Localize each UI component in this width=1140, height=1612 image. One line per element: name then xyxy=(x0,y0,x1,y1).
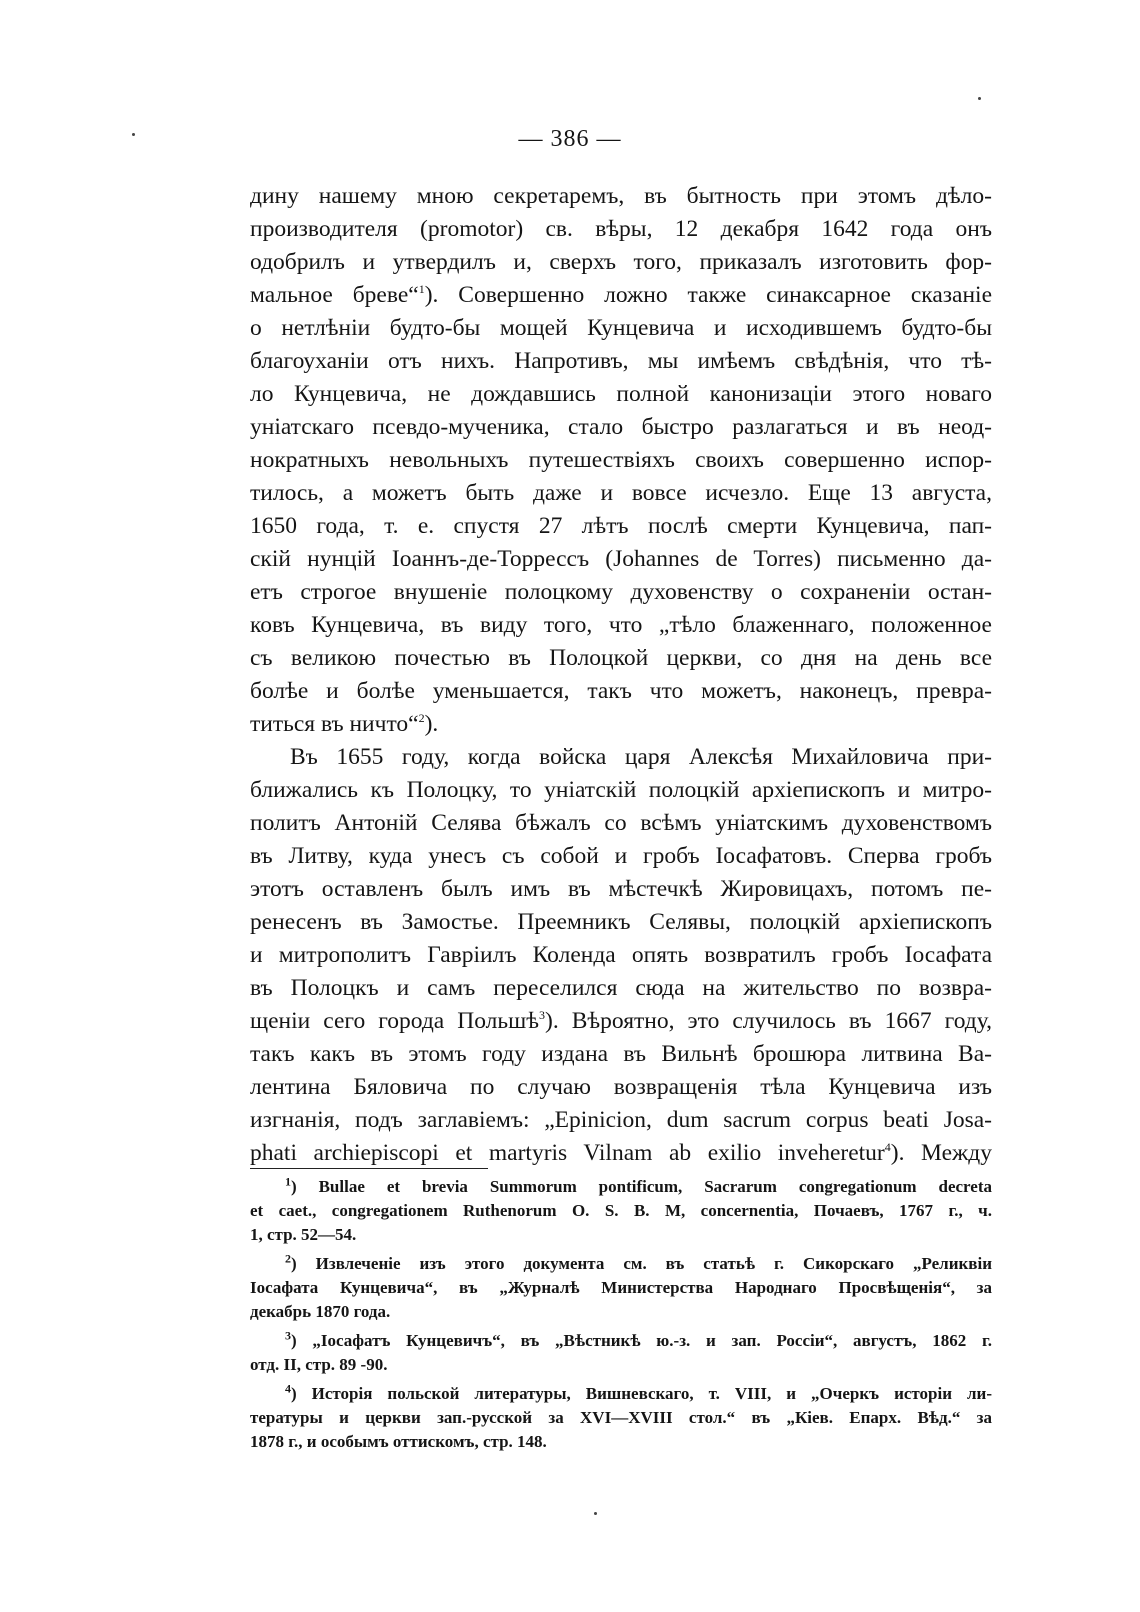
footnote-line xyxy=(250,1223,992,1247)
body-line xyxy=(250,280,992,310)
line-text: титься въ ничто“ xyxy=(250,711,419,737)
body-line xyxy=(250,379,992,409)
footnote-marker: 1 xyxy=(285,1174,291,1189)
line-text: такъ какъ въ этомъ году издана въ Вильнѣ брошюра литвина Ва- xyxy=(250,1041,992,1067)
line-text: одобрилъ и утвердилъ и, сверхъ того, приказалъ изготовить фор- xyxy=(250,249,992,275)
footnote-text: 1, стр. 52—54. xyxy=(250,1225,357,1244)
scan-speck xyxy=(594,1512,597,1515)
line-text: этотъ оставленъ былъ имъ въ мѣстечкѣ Жировицахъ, потомъ пе- xyxy=(250,876,992,902)
line-text: мальное бреве“ xyxy=(250,282,419,308)
footnote-divider xyxy=(250,1168,488,1169)
body-line xyxy=(250,313,992,343)
line-text: ). Между xyxy=(890,1140,992,1166)
body-line xyxy=(250,1039,992,1069)
line-text: и митрополитъ Гавріилъ Коленда опять возвратилъ гробъ Іосафата xyxy=(250,942,992,968)
line-text: болѣе и болѣе уменьшается, такъ что можетъ, наконецъ, превра- xyxy=(250,678,992,704)
line-text: о нетлѣніи будто-бы мощей Кунцевича и исходившемъ будто-бы xyxy=(250,315,992,341)
line-text: ковъ Кунцевича, въ виду того, что „тѣло блаженнаго, положенное xyxy=(250,612,992,638)
body-line xyxy=(290,742,992,772)
footnote-line xyxy=(250,1199,992,1223)
body-line xyxy=(250,214,992,244)
line-text: 1650 года, т. е. спустя 27 лѣтъ послѣ смерти Кунцевича, пап- xyxy=(250,513,992,539)
footnote-text: 1878 г., и особымъ оттискомъ, стр. 148. xyxy=(250,1432,547,1451)
footnote-text: ) Извлеченіе изъ этого документа см. въ статьѣ г. Сикорскаго „Реликвіи xyxy=(291,1254,992,1273)
line-text: ренесенъ въ Замостье. Преемникъ Селявы, полоцкій архіепископъ xyxy=(250,909,992,935)
body-line xyxy=(250,643,992,673)
line-text: изгнанія, подъ заглавіемъ: „Epinicion, dum sacrum corpus beati Josa- xyxy=(250,1107,992,1133)
line-text: phati archiepiscopi et martyris Vilnam ab exilio inveheretur xyxy=(250,1140,885,1166)
body-line xyxy=(250,709,992,739)
body-line xyxy=(250,478,992,508)
footnote-marker: 2 xyxy=(285,1251,291,1266)
body-line xyxy=(250,676,992,706)
footnote-line xyxy=(250,1353,992,1377)
footnote-text: декабрь 1870 года. xyxy=(250,1302,391,1321)
body-line xyxy=(250,181,992,211)
line-text: нократныхъ невольныхъ путешествіяхъ своихъ совершенно испор- xyxy=(250,447,992,473)
line-text: политъ Антоній Селява бѣжалъ со всѣмъ уніатскимъ духовенствомъ xyxy=(250,810,992,836)
line-text: ). xyxy=(424,711,439,737)
line-text: Въ 1655 году, когда войска царя Алексѣя Михайловича при- xyxy=(290,744,992,770)
body-line xyxy=(250,808,992,838)
body-line xyxy=(250,247,992,277)
body-line xyxy=(250,1072,992,1102)
line-text: тилось, а можетъ быть даже и вовсе исчезло. Еще 13 августа, xyxy=(250,480,992,506)
footnote-text: отд. II, стр. 89 -90. xyxy=(250,1355,388,1374)
body-line xyxy=(250,511,992,541)
footnote-line xyxy=(250,1406,992,1430)
line-text: въ Полоцкъ и самъ переселился сюда на жительство по возвра- xyxy=(250,975,992,1001)
body-line xyxy=(250,874,992,904)
body-line xyxy=(250,1105,992,1135)
page-number: — 386 — xyxy=(518,126,622,152)
line-text: благоуханіи отъ нихъ. Напротивъ, мы имѣемъ свѣдѣнія, что тѣ- xyxy=(250,348,992,374)
footnote-line xyxy=(285,1175,992,1199)
body-line xyxy=(250,1138,992,1168)
line-text: дину нашему мною секретаремъ, въ бытность при этомъ дѣло- xyxy=(250,183,992,209)
footnote-text: ) Bullae et brevia Summorum pontificum, Sacrarum congregationum decreta xyxy=(291,1177,992,1196)
footnote-marker: 3 xyxy=(285,1328,291,1343)
line-text: етъ строгое внушеніе полоцкому духовенству о сохраненіи остан- xyxy=(250,579,992,605)
line-text: въ Литву, куда унесъ съ собой и гробъ Іосафатовъ. Сперва гробъ xyxy=(250,843,992,869)
body-line xyxy=(250,577,992,607)
line-text: ближались къ Полоцку, то уніатскій полоцкій архіепископъ и митро- xyxy=(250,777,992,803)
line-text: съ великою почестью въ Полоцкой церкви, со дня на день все xyxy=(250,645,992,671)
body-line xyxy=(250,412,992,442)
footnote-marker: 4 xyxy=(285,1381,291,1396)
body-line xyxy=(250,445,992,475)
scan-speck xyxy=(978,97,981,100)
body-line xyxy=(250,346,992,376)
footnote-text: ) Исторія польской литературы, Вишневскаго, т. VIII, и „Очеркъ исторіи ли- xyxy=(291,1384,992,1403)
footnote-text: Іосафата Кунцевича“, въ „Журналѣ Министерства Народнаго Просвѣщенія“, за xyxy=(250,1278,992,1297)
body-line xyxy=(250,940,992,970)
line-text: ). Вѣроятно, это случилось въ 1667 году, xyxy=(545,1008,993,1034)
line-text: лентина Бяловича по случаю возвращенія тѣла Кунцевича изъ xyxy=(250,1074,992,1100)
line-text: уніатскаго псевдо-мученика, стало быстро разлагаться и въ неод- xyxy=(250,414,992,440)
footnote-line xyxy=(250,1300,992,1324)
line-text: производителя (promotor) св. вѣры, 12 декабря 1642 года онъ xyxy=(250,216,992,242)
footnote-line xyxy=(250,1276,992,1300)
body-line xyxy=(250,610,992,640)
line-text: скій нунцій Іоаннъ-де-Торрессъ (Johannes de Torres) письменно да- xyxy=(250,546,992,572)
footnote-line xyxy=(250,1430,992,1454)
body-line xyxy=(250,907,992,937)
body-line xyxy=(250,973,992,1003)
footnote-ref: 1 xyxy=(418,282,425,297)
footnote-line xyxy=(285,1329,992,1353)
line-text: ). Совершенно ложно также синаксарное сказаніе xyxy=(424,282,992,308)
line-text: щеніи сего города Польшѣ xyxy=(250,1008,539,1034)
footnote-ref: 2 xyxy=(418,711,425,726)
footnote-line xyxy=(285,1382,992,1406)
footnote-ref: 3 xyxy=(539,1008,545,1023)
footnote-text: тературы и церкви зап.-русской за XVI—XVIII стол.“ въ „Кіев. Епарх. Вѣд.“ за xyxy=(250,1408,992,1427)
footnote-line xyxy=(285,1252,992,1276)
footnote-text: et caet., congregationem Ruthenorum O. S. B. M, concernentia, Почаевъ, 1767 г., ч. xyxy=(250,1201,992,1220)
body-line xyxy=(250,544,992,574)
body-line xyxy=(250,841,992,871)
footnote-ref: 4 xyxy=(884,1140,891,1155)
footnote-text: ) „Іосафатъ Кунцевичъ“, въ „Вѣстникѣ ю.-з. и зап. Россіи“, августъ, 1862 г. xyxy=(291,1331,992,1350)
body-line xyxy=(250,775,992,805)
body-line xyxy=(250,1006,992,1036)
line-text: ло Кунцевича, не дождавшись полной канонизаціи этого новаго xyxy=(250,381,992,407)
scan-speck xyxy=(132,133,135,136)
